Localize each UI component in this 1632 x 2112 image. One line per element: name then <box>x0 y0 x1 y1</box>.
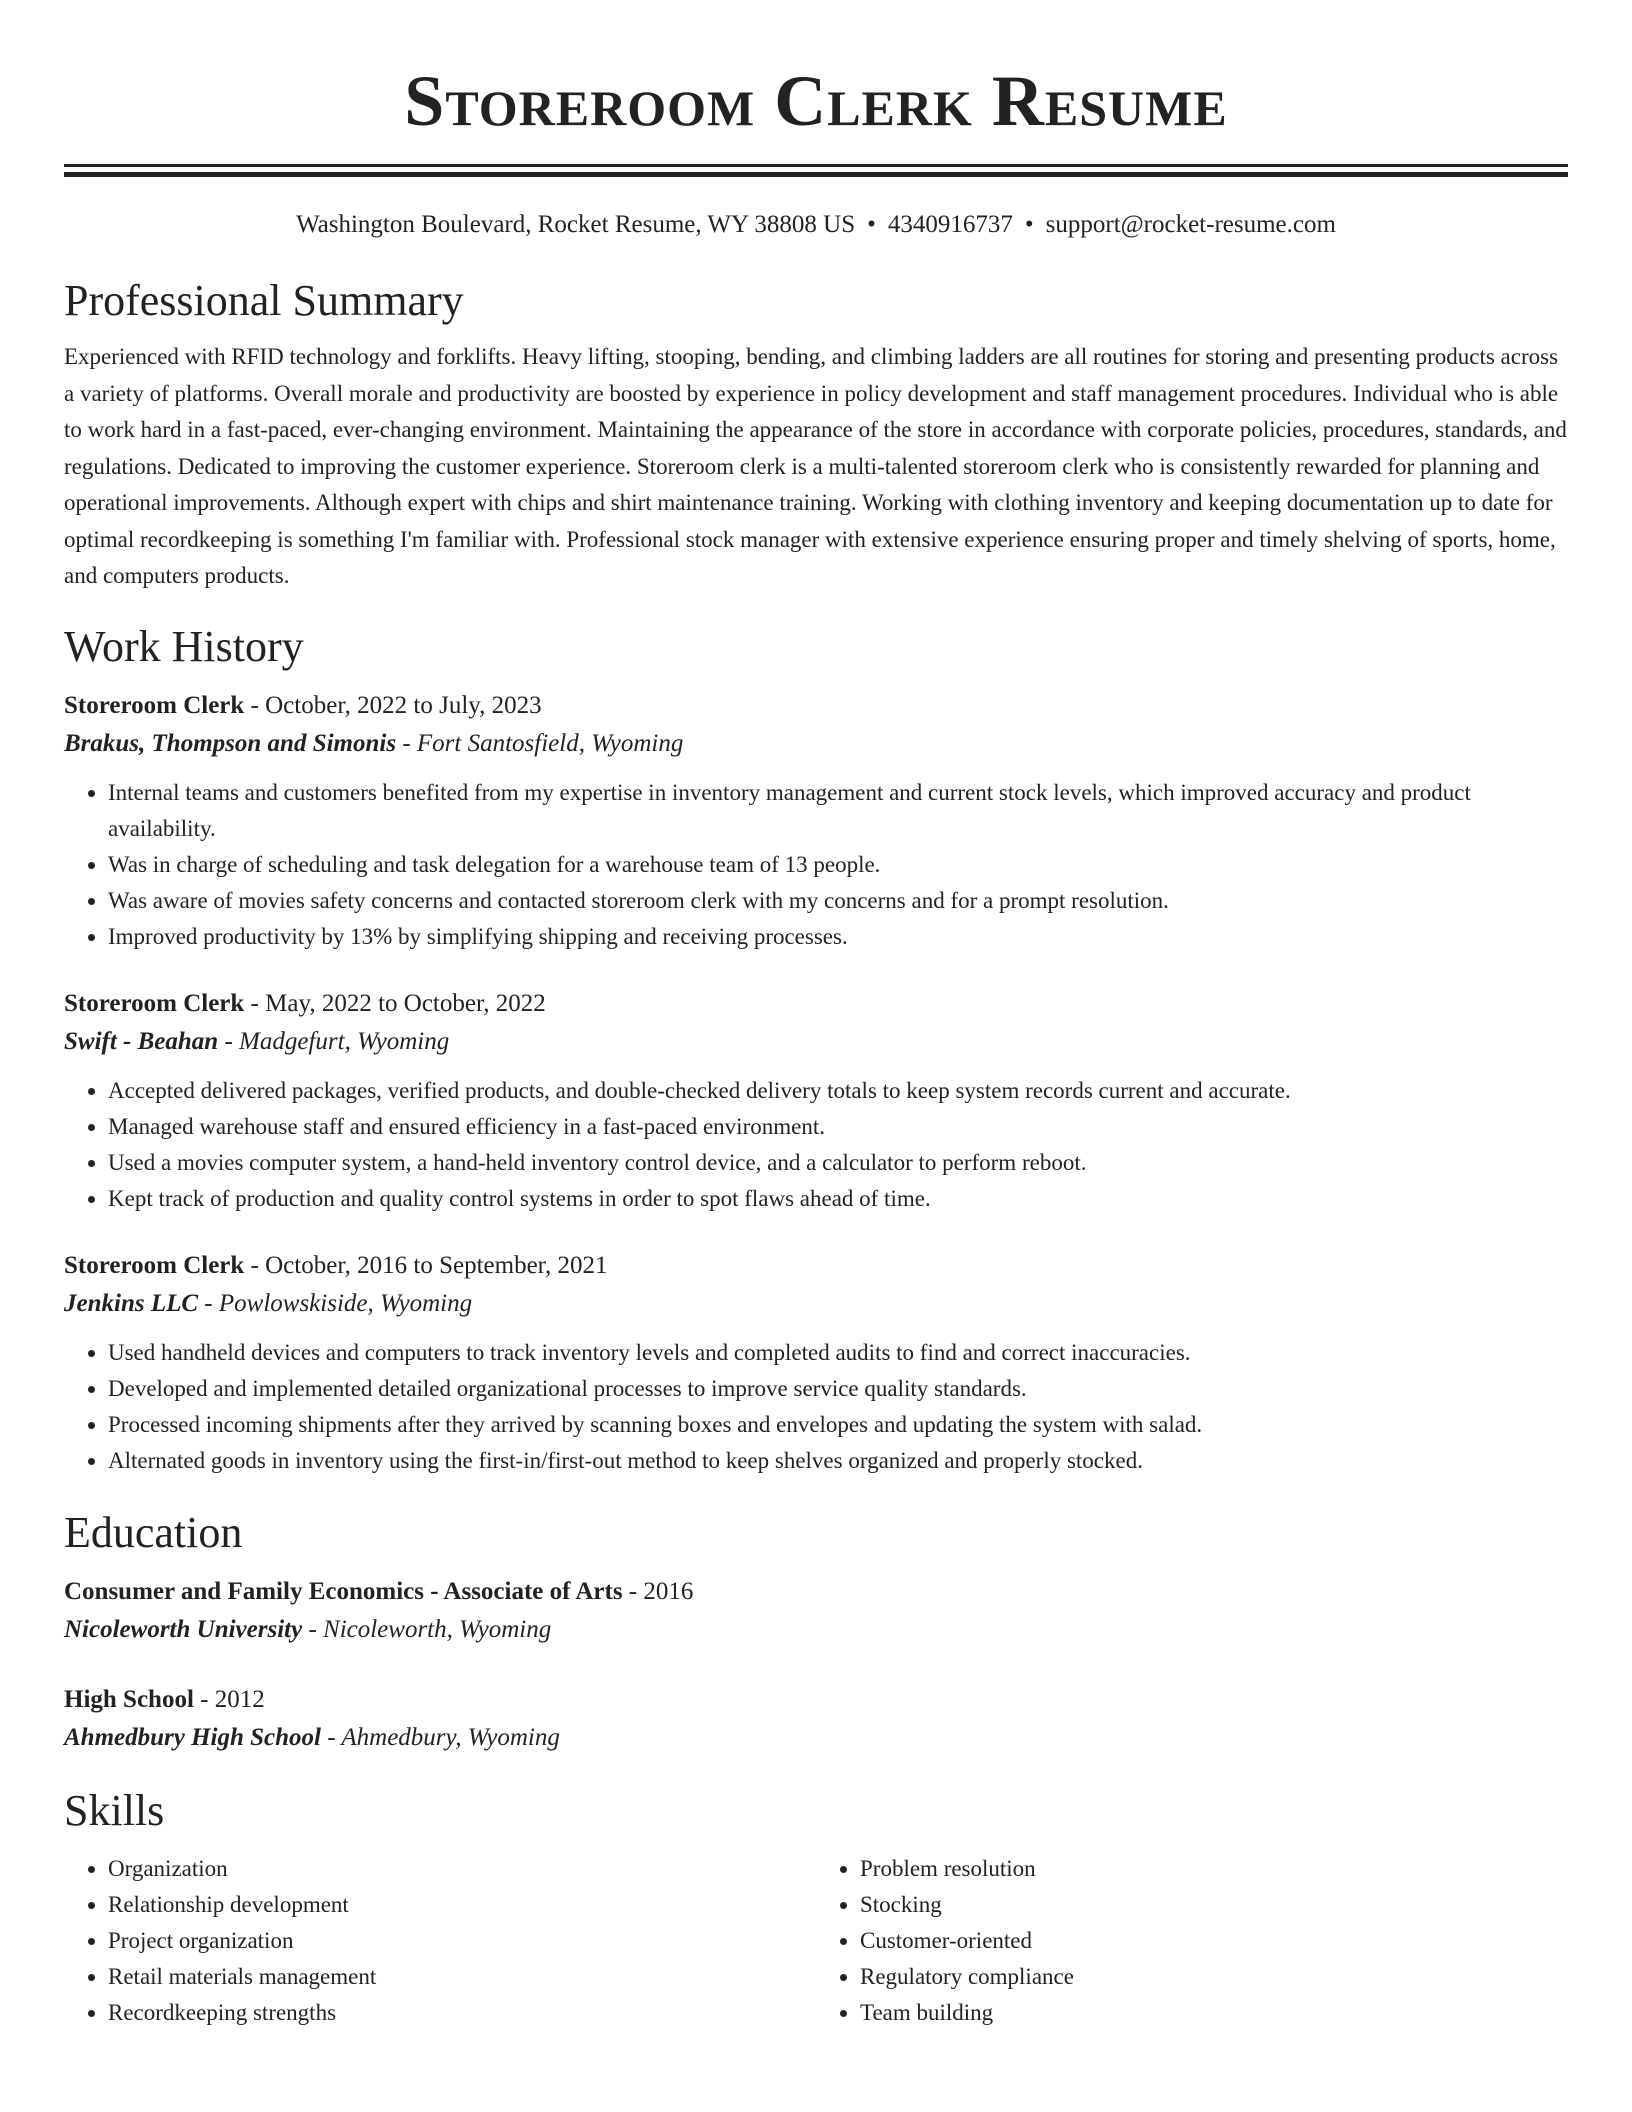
list-item: • Relationship development <box>108 1887 816 1923</box>
job-bullets <box>64 775 1568 955</box>
degree-year: - 2012 <box>193 1685 265 1713</box>
list-item: • Project organization <box>108 1923 816 1959</box>
skills-list-left <box>64 1851 816 2031</box>
list-item: • Regulatory compliance <box>860 1959 1568 1995</box>
company-line <box>64 1023 1568 1061</box>
job-dates: - October, 2022 to July, 2023 <box>244 691 542 719</box>
list-item: • Internal teams and customers benefited from my expertise in inventory management and current stock levels, which improved accuracy and product availability. <box>108 775 1568 847</box>
company-location: - Madgefurt, Wyoming <box>218 1027 450 1055</box>
list-item: • Managed warehouse staff and ensured efficiency in a fast-paced environment. <box>108 1109 1568 1145</box>
list-item: • Organization <box>108 1851 816 1887</box>
contact-address: Washington Boulevard, Rocket Resume, WY 38808 US <box>296 211 856 238</box>
degree-year: - 2016 <box>622 1577 694 1605</box>
section-heading-summary: Professional Summary <box>64 276 464 325</box>
job-title-line <box>64 985 1568 1023</box>
list-item: • Used handheld devices and computers to track inventory levels and completed audits to find and correct inaccuracies. <box>108 1335 1568 1371</box>
contact-email: support@rocket-resume.com <box>1045 211 1336 238</box>
school-location: - Ahmedbury, Wyoming <box>321 1723 560 1751</box>
company-name: Jenkins LLC <box>64 1289 199 1317</box>
job-title: Storeroom Clerk <box>64 1251 245 1279</box>
job-dates: - October, 2016 to September, 2021 <box>244 1251 608 1279</box>
school-name: Nicoleworth University <box>64 1615 303 1643</box>
list-item: • Retail materials management <box>108 1959 816 1995</box>
list-item: • Used a movies computer system, a hand-held inventory control device, and a calculator to perform reboot. <box>108 1145 1568 1181</box>
job-title: Storeroom Clerk <box>64 691 245 719</box>
job-title: Storeroom Clerk <box>64 989 245 1017</box>
list-item: • Was aware of movies safety concerns and contacted storeroom clerk with my concerns and for a prompt resolution. <box>108 883 1568 919</box>
list-item: • Developed and implemented detailed organizational processes to improve service quality standards. <box>108 1371 1568 1407</box>
section-heading-skills: Skills <box>64 1785 165 1835</box>
education-entry <box>64 1681 1568 1757</box>
job-entry <box>64 985 1568 1217</box>
contact-separator: • <box>867 211 876 238</box>
list-item: • Was in charge of scheduling and task delegation for a warehouse team of 13 people. <box>108 847 1568 883</box>
list-item: • Problem resolution <box>860 1851 1568 1887</box>
company-location: - Powlowskiside, Wyoming <box>198 1289 473 1317</box>
list-item: • Team building <box>860 1995 1568 2031</box>
company-name: Brakus, Thompson and Simonis <box>64 729 397 757</box>
resume-title: Storeroom Clerk Resume <box>404 61 1228 141</box>
company-line <box>64 725 1568 763</box>
section-heading-work-history: Work History <box>64 621 304 671</box>
education-entry <box>64 1573 1568 1649</box>
list-item: • Improved productivity by 13% by simplifying shipping and receiving processes. <box>108 919 1568 955</box>
list-item: • Alternated goods in inventory using the first-in/first-out method to keep shelves organized and properly stocked. <box>108 1443 1568 1479</box>
list-item: • Customer-oriented <box>860 1923 1568 1959</box>
contact-separator: • <box>1024 211 1034 238</box>
list-item: • Accepted delivered packages, verified products, and double-checked delivery totals to keep system records current and accurate. <box>108 1073 1568 1109</box>
degree-line <box>64 1681 1568 1719</box>
contact-line <box>64 209 1568 241</box>
degree-name: High School <box>64 1685 194 1713</box>
list-item: • Processed incoming shipments after they arrived by scanning boxes and envelopes and updating the system with salad. <box>108 1407 1568 1443</box>
job-title-line <box>64 687 1568 725</box>
title-divider <box>64 164 1568 177</box>
list-item: • Kept track of production and quality control systems in order to spot flaws ahead of time. <box>108 1181 1568 1217</box>
company-location: - Fort Santosfield, Wyoming <box>396 729 684 757</box>
skills-columns <box>64 1851 1568 2031</box>
school-line <box>64 1719 1568 1757</box>
job-entry <box>64 1247 1568 1479</box>
company-line <box>64 1285 1568 1323</box>
school-location: - Nicoleworth, Wyoming <box>302 1615 552 1643</box>
company-name: Swift - Beahan <box>64 1027 219 1055</box>
list-item: • Stocking <box>860 1887 1568 1923</box>
job-entry <box>64 687 1568 955</box>
job-dates: - May, 2022 to October, 2022 <box>244 989 546 1017</box>
section-heading-education: Education <box>64 1507 243 1557</box>
degree-name: Consumer and Family Economics - Associate of Arts <box>64 1577 623 1605</box>
contact-phone: 4340916737 <box>887 211 1013 238</box>
list-item: • Recordkeeping strengths <box>108 1995 816 2031</box>
job-bullets <box>64 1073 1568 1217</box>
school-line <box>64 1611 1568 1649</box>
degree-line <box>64 1573 1568 1611</box>
skills-list-right <box>816 1851 1568 2031</box>
job-title-line <box>64 1247 1568 1285</box>
job-bullets <box>64 1335 1568 1479</box>
summary-paragraph: Experienced with RFID technology and forklifts. Heavy lifting, stooping, bending, and climbing ladders are all routines for storing and presenting products across a variety of platforms. Overall morale and productivity are boosted by experience in policy development and staff management procedures. Individual who is able to work hard in a fast-paced, ever-changing environment. Maintaining the appearance of the store in accordance with corporate policies, procedures, standards, and regulations. Dedicated to improving the customer experience. Storeroom clerk is a multi-talented storeroom clerk who is consistently rewarded for planning and operational improvements. Although expert with chips and shirt maintenance training. Working with clothing inventory and keeping documentation up to date for optimal recordkeeping is something I'm familiar with. Professional stock manager with extensive experience ensuring proper and timely shelving of sports, home, and computers products. <box>64 344 1567 588</box>
school-name: Ahmedbury High School <box>64 1723 321 1751</box>
